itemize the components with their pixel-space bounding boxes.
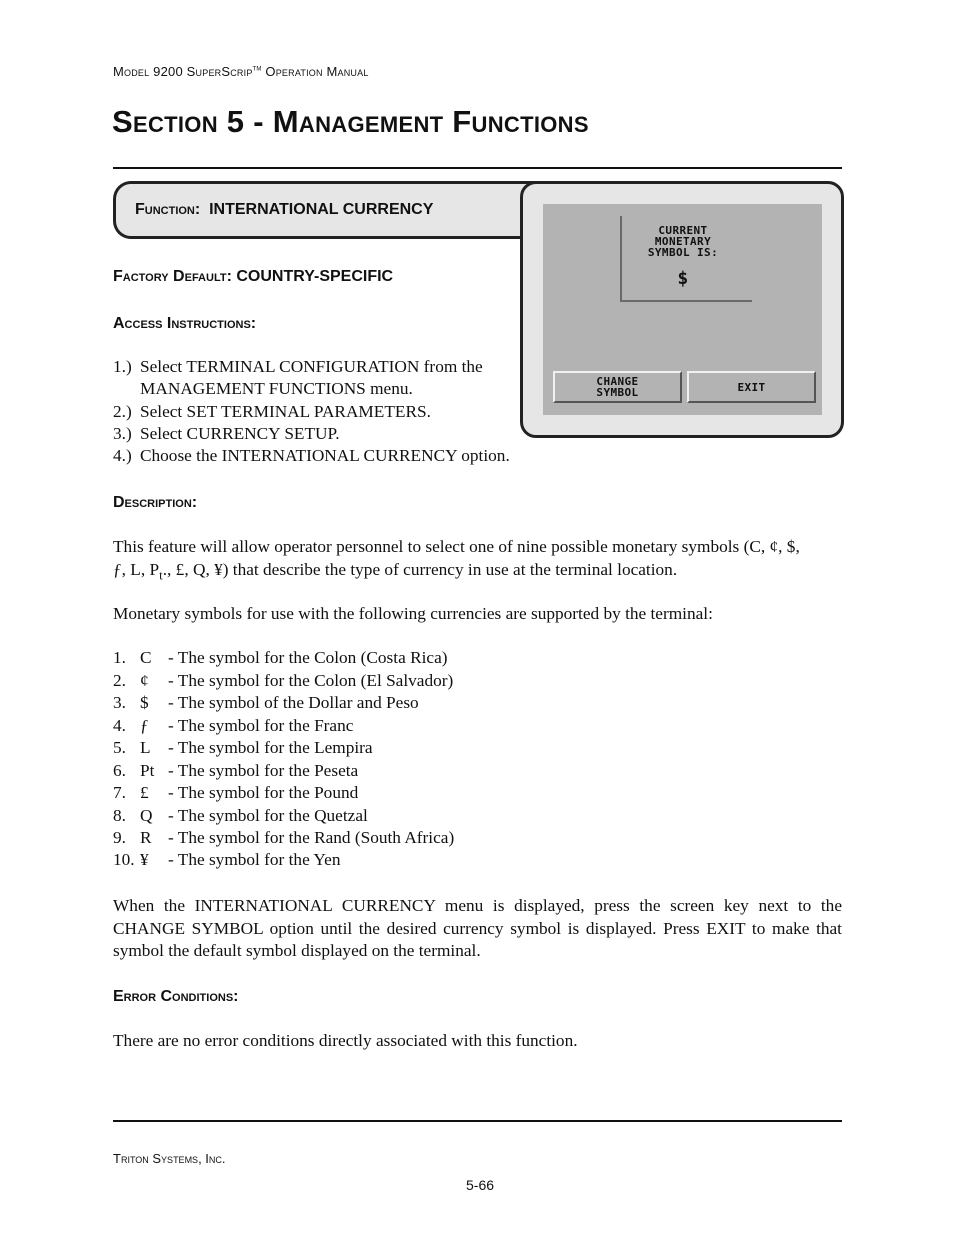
currency-description: - The symbol for the Quetzal: [168, 806, 368, 825]
function-name: INTERNATIONAL CURRENCY: [209, 201, 434, 218]
currency-symbol-item: [113, 693, 419, 713]
header-rule: [113, 167, 842, 169]
item-number: 2.: [113, 671, 126, 690]
heading-text: Access Instructions:: [113, 315, 257, 332]
currency-symbol: ¢: [140, 671, 149, 690]
instruction-step: [113, 424, 340, 444]
exit-label: EXIT: [737, 380, 766, 394]
factory-default-label: Factory Default:: [113, 268, 232, 285]
item-number: 10.: [113, 850, 135, 869]
instruction-step: [113, 357, 483, 377]
step-number: 1.): [113, 357, 132, 376]
currency-symbol: ƒ: [140, 716, 149, 735]
change-symbol-button[interactable]: [553, 371, 682, 403]
display-line: SYMBOL IS:: [647, 246, 719, 259]
item-number: 6.: [113, 761, 126, 780]
manual-title-suffix: Operation Manual: [261, 64, 369, 79]
step-text: Select TERMINAL CONFIGURATION from the: [140, 357, 483, 376]
change-symbol-label: SYMBOL: [596, 386, 639, 399]
currency-symbol-item: [113, 648, 448, 668]
display-message: [630, 225, 736, 258]
function-label: Function:: [135, 201, 201, 218]
error-conditions-text: There are no error conditions directly associated with this function.: [113, 1031, 578, 1050]
item-number: 3.: [113, 693, 126, 712]
footer-rule: [113, 1120, 842, 1122]
currency-symbol-item: [113, 671, 453, 691]
currency-symbol-item: [113, 783, 358, 803]
factory-default: [113, 268, 393, 286]
step-number: 2.): [113, 402, 132, 421]
currency-symbol: £: [140, 783, 149, 802]
description-paragraph: [113, 536, 843, 586]
current-symbol: $: [677, 268, 689, 289]
currency-description: - The symbol for the Rand (South Africa): [168, 828, 455, 847]
change-symbol-label: CHANGE: [596, 375, 639, 388]
heading-text: Description:: [113, 494, 198, 511]
currency-symbol-item: [113, 738, 373, 758]
step-number: 4.): [113, 446, 132, 465]
text-run: ., £, Q, ¥) that describe the type of currency in use at the terminal location.: [162, 559, 678, 579]
symbols-intro: Monetary symbols for use with the following currencies are supported by the terminal:: [113, 604, 713, 623]
item-number: 1.: [113, 648, 126, 667]
currency-symbol-item: [113, 806, 368, 826]
instruction-step: [113, 379, 413, 399]
currency-description: - The symbol for the Lempira: [168, 738, 373, 757]
currency-description: - The symbol for the Franc: [168, 716, 354, 735]
currency-symbol-item: [113, 828, 454, 848]
access-instructions-heading: [113, 315, 256, 333]
item-number: 7.: [113, 783, 126, 802]
page-number: 5-66: [466, 1177, 495, 1193]
item-number: 5.: [113, 738, 126, 757]
subscript-t: t: [159, 566, 163, 582]
currency-symbol-item: [113, 716, 353, 736]
currency-symbol: L: [140, 738, 151, 757]
currency-description: - The symbol for the Yen: [168, 850, 341, 869]
usage-paragraph: When the INTERNATIONAL CURRENCY menu is displayed, press the screen key next to the CHANGE SYMBOL option until the desired currency symbol is displayed. Press EXIT to make that symbol the default symbol displayed on the terminal.: [113, 896, 842, 960]
display-line: CURRENT: [658, 224, 708, 237]
text-run: ƒ, L, P: [113, 559, 160, 579]
trademark-mark: TM: [252, 66, 262, 73]
manual-title: Model 9200 SuperScrip: [113, 64, 253, 79]
currency-symbol: ¥: [140, 850, 149, 869]
currency-description: - The symbol for the Pound: [168, 783, 359, 802]
paragraph-line: [113, 559, 843, 587]
description-heading: [113, 494, 197, 512]
currency-symbol: Q: [140, 806, 153, 825]
currency-symbol: $: [140, 693, 149, 712]
instruction-step: [113, 446, 510, 466]
currency-symbol-item: [113, 850, 340, 870]
item-number: 4.: [113, 716, 126, 735]
display-line: MONETARY: [654, 235, 712, 248]
step-text: Choose the INTERNATIONAL CURRENCY option.: [140, 446, 510, 465]
currency-symbol: R: [140, 828, 152, 847]
currency-description: - The symbol for the Peseta: [168, 761, 359, 780]
currency-description: - The symbol of the Dollar and Peso: [168, 693, 419, 712]
currency-symbol: C: [140, 648, 152, 667]
function-heading: [135, 201, 433, 219]
factory-default-value: COUNTRY-SPECIFIC: [236, 268, 394, 285]
error-conditions-heading: [113, 988, 239, 1006]
currency-description: - The symbol for the Colon (El Salvador): [168, 671, 454, 690]
item-number: 8.: [113, 806, 126, 825]
step-text: MANAGEMENT FUNCTIONS menu.: [140, 379, 413, 398]
step-text: Select SET TERMINAL PARAMETERS.: [140, 402, 431, 421]
heading-text: Error Conditions:: [113, 988, 239, 1005]
step-number: 3.): [113, 424, 132, 443]
section-title: Section 5 - Management Functions: [112, 104, 589, 139]
paragraph-line: This feature will allow operator personnel to select one of nine possible monetary symbols (C, ¢, $,: [113, 537, 800, 556]
exit-button[interactable]: [687, 371, 816, 403]
running-header: [113, 64, 369, 79]
currency-symbol-item: [113, 761, 358, 781]
item-number: 9.: [113, 828, 126, 847]
step-text: Select CURRENCY SETUP.: [140, 424, 340, 443]
currency-symbol: Pt: [140, 761, 155, 780]
currency-description: - The symbol for the Colon (Costa Rica): [168, 648, 448, 667]
footer-company: Triton Systems, Inc.: [113, 1151, 226, 1166]
instruction-step: [113, 402, 431, 422]
